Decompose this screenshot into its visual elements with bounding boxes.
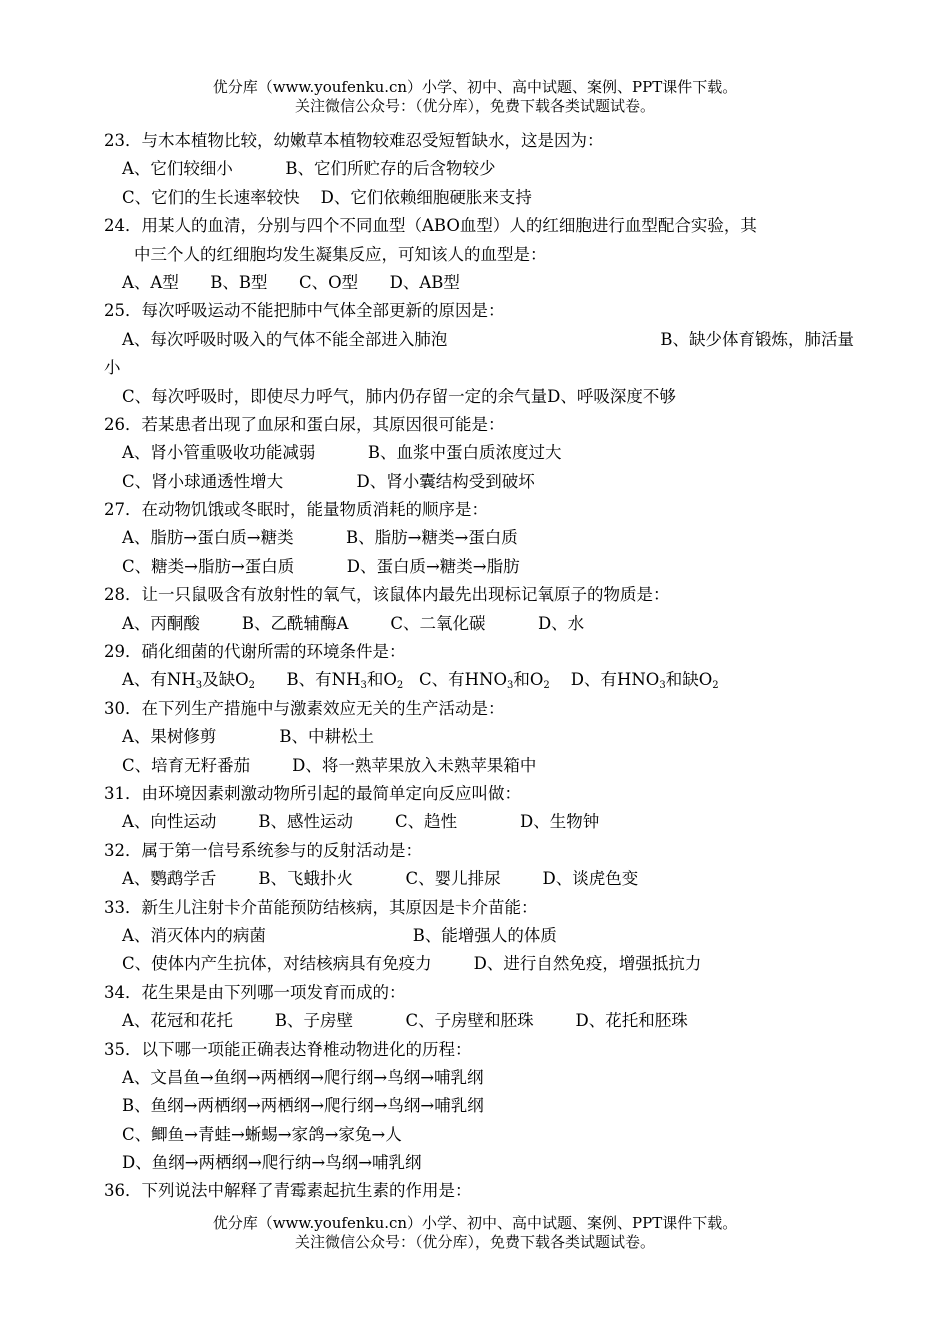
question-27: 27．在动物饥饿或冬眠时，能量物质消耗的顺序是： [104,500,488,520]
question-33-options-cd: C、使体内产生抗体，对结核病具有免疫力 D、进行自然免疫，增强抵抗力 [122,954,702,974]
question-25: 25．每次呼吸运动不能把肺中气体全部更新的原因是： [104,301,505,321]
page-header [0,78,950,116]
question-29-option-a: A、有$NH_3$及缺$O_2$ [122,670,256,692]
question-33: 33．新生儿注射卡介苗能预防结核病，其原因是卡介苗能： [104,897,538,917]
question-27-options-ab: A、脂肪→蛋白质→糖类 B、脂肪→糖类→蛋白质 [122,528,518,548]
question-26: 26．若某患者出现了血尿和蛋白尿，其原因很可能是： [104,414,505,434]
question-35-option-d: D、鱼纲→两栖纲→爬行纳→鸟纲→哺乳纲 [122,1153,422,1173]
footer-line-1: 优分库（www.youfenku.cn）小学、初中、高中试题、案例、PPT课件下载。 [212,1214,738,1232]
question-25-options-ab [104,326,854,354]
question-24-continued: 中三个人的红细胞均发生凝集反应，可知该人的血型是： [134,244,547,264]
question-35: 35．以下哪一项能正确表达脊椎动物进化的历程： [104,1039,472,1059]
header-line-1: 优分库（www.youfenku.cn）小学、初中、高中试题、案例、PPT课件下载。 [212,78,738,96]
question-32-options: A、鹦鹉学舌 B、飞蛾扑火 C、婴儿排尿 D、谈虎色变 [122,869,639,889]
question-30-options-ab: A、果树修剪 B、中耕松土 [122,727,374,747]
question-29-option-b: B、有$NH_3$和$O_2$ [286,670,404,692]
question-29: 29．硝化细菌的代谢所需的环境条件是： [104,642,406,662]
question-35-option-c: C、鲫鱼→青蛙→蜥蜴→家鸽→家兔→人 [122,1124,402,1144]
question-25-option-b: B、缺少体育锻炼，肺活量 [660,329,854,349]
question-28-options: A、丙酮酸 B、乙酰辅酶A C、二氧化碳 D、水 [122,613,585,633]
question-23: 23．与木本植物比较，幼嫩草本植物较难忍受短暂缺水，这是因为： [104,131,604,150]
header-line-2: 关注微信公众号：（优分库），免费下载各类试题试卷。 [294,97,655,115]
question-29-options [104,666,854,694]
question-list [104,127,854,1206]
question-35-option-a: A、文昌鱼→鱼纲→两栖纲→爬行纲→鸟纲→哺乳纲 [122,1067,484,1087]
footer-line-2: 关注微信公众号：（优分库），免费下载各类试题试卷。 [294,1233,655,1251]
question-36: 36．下列说法中解释了青霉素起抗生素的作用是： [104,1181,472,1201]
question-23-options-cd: C、它们的生长速率较快 D、它们依赖细胞硬胀来支持 [122,187,532,207]
question-31: 31．由环境因素刺激动物所引起的最简单定向反应叫做： [104,783,521,803]
question-30: 30．在下列生产措施中与激素效应无关的生产活动是： [104,698,505,718]
question-32: 32．属于第一信号系统参与的反射活动是： [104,840,422,860]
question-23-options-ab: A、它们较细小 B、它们所贮存的后含物较少 [122,159,496,179]
question-30-options-cd: C、培育无籽番茄 D、将一熟苹果放入未熟苹果箱中 [122,755,537,775]
question-25-options-cd: C、每次呼吸时，即使尽力呼气，肺内仍存留一定的余气量D、呼吸深度不够 [122,386,676,406]
question-24: 24．用某人的血清，分别与四个不同血型（ABO血型）人的红细胞进行血型配合实验，其 [104,216,757,236]
question-28: 28．让一只鼠吸含有放射性的氧气，该鼠体内最先出现标记氧原子的物质是： [104,585,670,605]
question-34: 34．花生果是由下列哪一项发育而成的： [104,982,406,1002]
question-29-option-c: C、有$HNO_3$和$O_2$ [419,670,550,692]
question-25-option-a: A、每次呼吸时吸入的气体不能全部进入肺泡 [122,329,448,349]
question-26-options-ab: A、肾小管重吸收功能减弱 B、血浆中蛋白质浓度过大 [122,443,562,463]
question-33-options-ab: A、消灭体内的病菌 B、能增强人的体质 [122,925,557,945]
question-35-option-b: B、鱼纲→两栖纲→两栖纲→爬行纲→鸟纲→哺乳纲 [122,1096,484,1116]
question-25-option-b-continued: 小 [104,358,121,378]
question-29-option-d: D、有$HNO_3$和缺$O_2$ [570,670,719,692]
question-27-options-cd: C、糖类→脂肪→蛋白质 D、蛋白质→糖类→脂肪 [122,556,520,576]
question-34-options: A、花冠和花托 B、子房壁 C、子房壁和胚珠 D、花托和胚珠 [122,1011,688,1031]
question-31-options: A、向性运动 B、感性运动 C、趋性 D、生物钟 [122,812,600,832]
question-24-options: A、A型 B、B型 C、O型 D、AB型 [122,272,460,292]
question-26-options-cd: C、肾小球通透性增大 D、肾小囊结构受到破坏 [122,471,535,491]
page-footer [0,1214,950,1252]
